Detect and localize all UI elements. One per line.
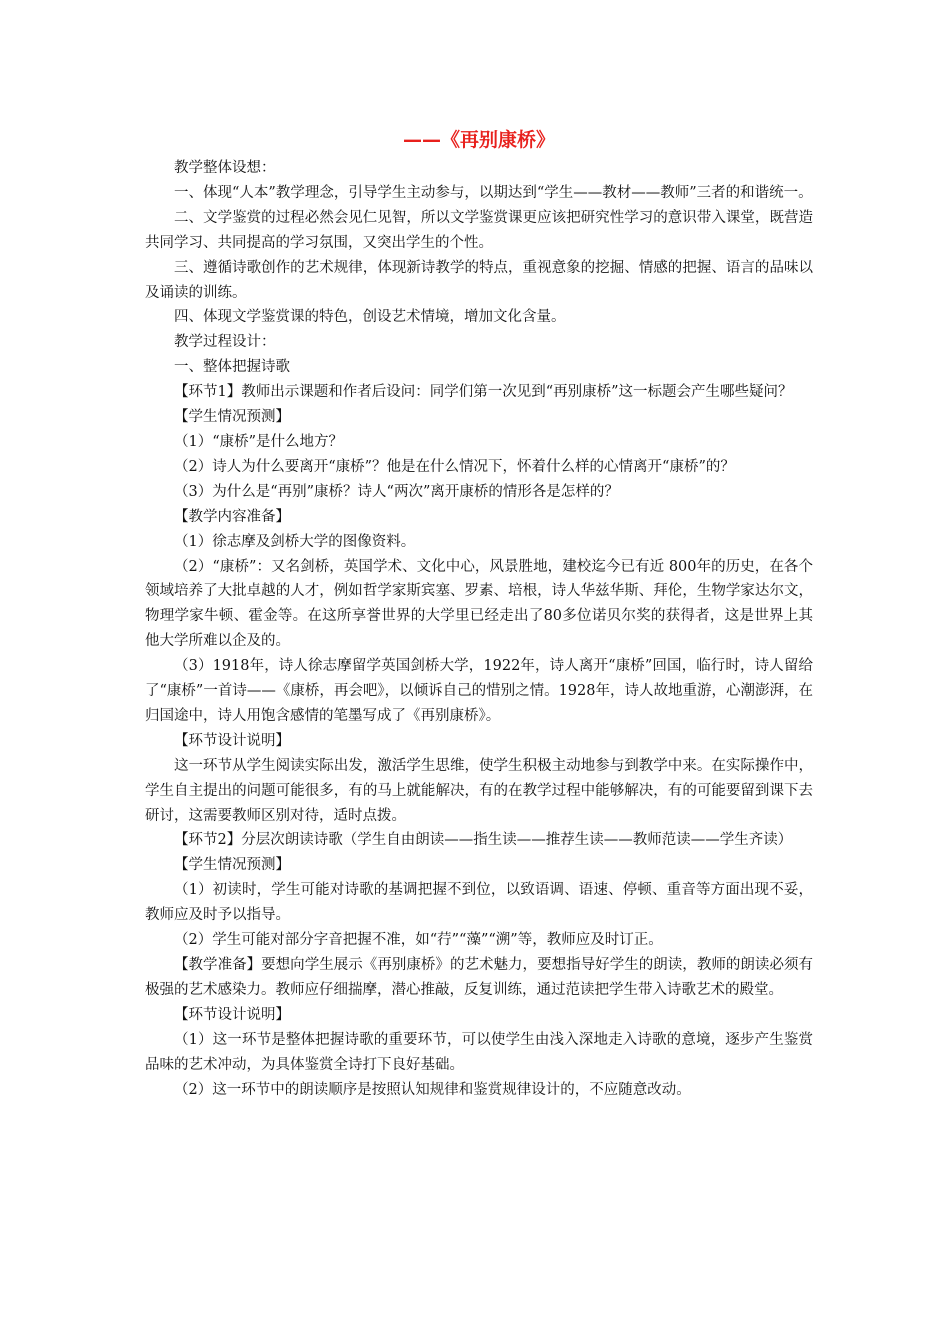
document-page (145, 125, 813, 1102)
list-item: （3）为什么是“再别”康桥？诗人“两次”离开康桥的情形各是怎样的？ (174, 483, 619, 500)
paragraph: 【环节1】教师出示课题和作者后设问：同学们第一次见到“再别康桥”这一标题会产生哪些疑问？ (174, 384, 793, 401)
list-item: （2）“康桥”：又名剑桥，英国学术、文化中心，风景胜地，建校迄今已有近 800年的历史，在各个领域培养了大批卓越的人才，例如哲学家斯宾塞、罗素、培根，诗人华兹华斯、拜伦，生物学家达尔文，物理学家牛顿、霍金等。在这所享誉世界的大学里已经走出了80多位诺贝尔奖的获得者，这是世界上其他大学所难以企及的。 (145, 558, 813, 650)
list-item: （3）1918年，诗人徐志摩留学英国剑桥大学，1922年，诗人离开“康桥”回国，临行时，诗人留给了“康桥”一首诗——《康桥，再会吧》，以倾诉自己的惜别之情。1928年，诗人故地重游，心潮澎湃，在归国途中，诗人用饱含感情的笔墨写成了《再别康桥》。 (145, 658, 813, 724)
bracket-heading: 【环节设计说明】 (174, 1006, 290, 1023)
paragraph: 这一环节从学生阅读实际出发，激活学生思维，使学生积极主动地参与到教学中来。在实际操作中，学生自主提出的问题可能很多，有的马上就能解决，有的在教学过程中能够解决，有的可能要留到课下去研讨，这需要教师区别对待，适时点拨。 (145, 757, 813, 824)
bracket-heading: 【环节设计说明】 (174, 732, 290, 749)
list-item: （1）这一环节是整体把握诗歌的重要环节，可以使学生由浅入深地走入诗歌的意境，逐步产生鉴赏品味的艺术冲动，为具体鉴赏全诗打下良好基础。 (145, 1031, 813, 1073)
list-item: （2）诗人为什么要离开“康桥”？他是在什么情况下，怀着什么样的心情离开“康桥”的？ (174, 458, 735, 475)
document-title: ——《再别康桥》 (402, 129, 555, 151)
paragraph: 一、体现“人本”教学理念，引导学生主动参与，以期达到“学生——教材——教师”三者的和谐统一。 (174, 184, 813, 201)
paragraph: 三、遵循诗歌创作的艺术规律，体现新诗教学的特点，重视意象的挖掘、情感的把握、语言的品味以及诵读的训练。 (145, 259, 813, 301)
bracket-heading: 【教学内容准备】 (174, 508, 290, 525)
section-heading: 一、整体把握诗歌 (174, 359, 290, 376)
list-item: （2）学生可能对部分字音把握不准，如“荇”“藻”“溯”等，教师应及时订正。 (174, 932, 663, 949)
paragraph: 二、文学鉴赏的过程必然会见仁见智，所以文学鉴赏课更应该把研究性学习的意识带入课堂，既营造共同学习、共同提高的学习氛围，又突出学生的个性。 (145, 209, 813, 251)
list-item: （1）徐志摩及剑桥大学的图像资料。 (174, 533, 416, 550)
section-heading: 教学过程设计： (174, 334, 276, 351)
paragraph: 【教学准备】要想向学生展示《再别康桥》的艺术魅力，要想指导好学生的朗读，教师的朗读必须有极强的艺术感染力。教师应仔细揣摩，潜心推敲，反复训练，通过范读把学生带入诗歌艺术的殿堂。 (145, 957, 813, 998)
bracket-heading: 【学生情况预测】 (174, 857, 290, 874)
list-item: （2）这一环节中的朗读顺序是按照认知规律和鉴赏规律设计的，不应随意改动。 (174, 1081, 691, 1098)
paragraph: 教学整体设想： (174, 160, 276, 176)
bracket-heading: 【学生情况预测】 (174, 409, 290, 426)
document-body (145, 156, 813, 1102)
list-item: （1）“康桥”是什么地方？ (174, 433, 344, 450)
paragraph: 四、体现文学鉴赏课的特色，创设艺术情境，增加文化含量。 (174, 309, 566, 326)
paragraph: 【环节2】分层次朗读诗歌（学生自由朗读——指生读——推荐生读——教师范读——学生齐读） (174, 832, 793, 849)
list-item: （1）初读时，学生可能对诗歌的基调把握不到位，以致语调、语速、停顿、重音等方面出现不妥，教师应及时予以指导。 (145, 882, 813, 924)
